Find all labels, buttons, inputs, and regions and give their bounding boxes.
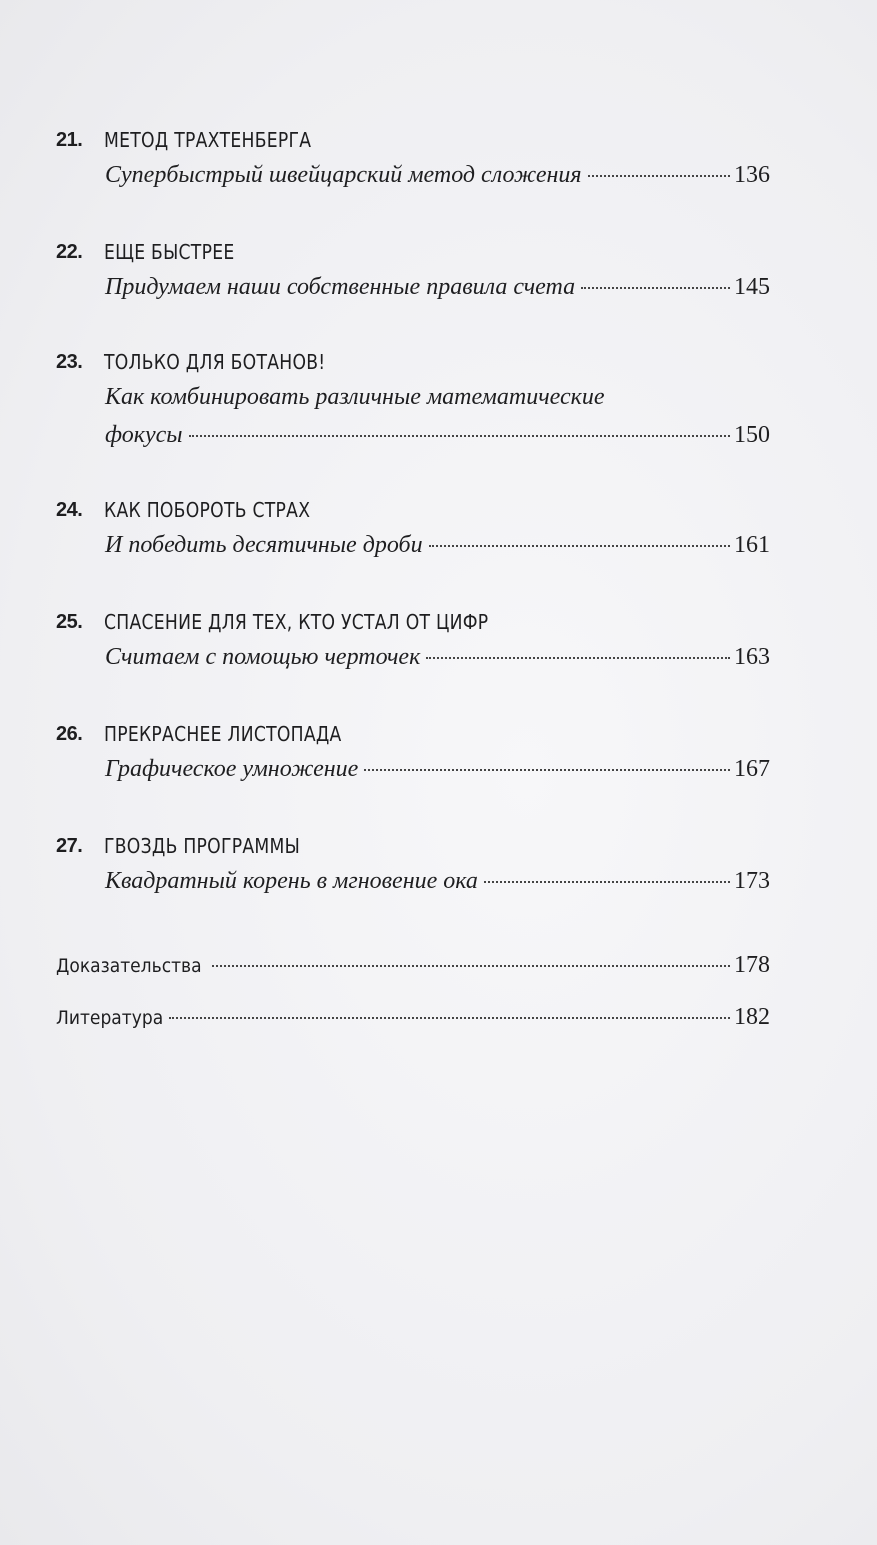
chapter-heading	[56, 124, 345, 156]
chapter-subtitle: Квадратный корень в мгновение ока	[105, 868, 478, 894]
chapter-subtitle-first-line: Как комбинировать различные математические	[105, 384, 605, 410]
page-number: 150	[734, 422, 770, 448]
chapter-subtitle-line	[105, 422, 770, 449]
chapter-subtitle: Графическое умножение	[105, 756, 359, 782]
chapter-number: 27.	[56, 834, 83, 857]
chapter-subtitle-line	[105, 274, 770, 301]
dot-leader	[484, 881, 730, 883]
page-number: 163	[734, 644, 770, 670]
chapter-subtitle: Считаем с помощью черточек	[105, 644, 421, 670]
dot-leader	[189, 435, 730, 437]
chapter-number: 23.	[56, 350, 83, 373]
chapter-number: 22.	[56, 240, 83, 263]
chapter-subtitle: Придумаем наши собственные правила счета	[105, 274, 576, 300]
dot-leader	[169, 1017, 730, 1019]
chapter-heading	[56, 236, 256, 268]
chapter-title: ГВОЗДЬ ПРОГРАММЫ	[104, 834, 301, 858]
page-number: 173	[734, 868, 770, 894]
chapter-subtitle-line	[105, 868, 770, 895]
chapter-number: 26.	[56, 722, 83, 745]
chapter-number: 25.	[56, 610, 83, 633]
chapter-heading	[56, 494, 344, 526]
toc-entry-literature	[56, 1004, 770, 1031]
chapter-title: ПРЕКРАСНЕЕ ЛИСТОПАДА	[104, 722, 342, 746]
chapter-title: ТОЛЬКО ДЛЯ БОТАНОВ!	[104, 350, 326, 374]
chapter-number: 24.	[56, 498, 83, 521]
chapter-title: ЕЩЕ БЫСТРЕЕ	[104, 240, 235, 264]
chapter-number: 21.	[56, 128, 83, 151]
page-number: 161	[734, 532, 770, 558]
back-matter-title: Литература	[56, 1007, 164, 1029]
chapter-heading	[56, 606, 551, 638]
chapter-subtitle-line	[105, 532, 770, 559]
chapter-subtitle: фокусы	[105, 422, 183, 448]
dot-leader	[588, 175, 730, 177]
page-number: 167	[734, 756, 770, 782]
page-number: 145	[734, 274, 770, 300]
chapter-title: СПАСЕНИЕ ДЛЯ ТЕХ, КТО УСТАЛ ОТ ЦИФР	[104, 610, 489, 634]
chapter-heading	[56, 830, 332, 862]
dot-leader	[364, 769, 730, 771]
page-number: 136	[734, 162, 770, 188]
chapter-subtitle: И победить десятичные дроби	[105, 532, 423, 558]
chapter-title: МЕТОД ТРАХТЕНБЕРГА	[104, 128, 312, 152]
dot-leader	[426, 657, 730, 659]
dot-leader	[212, 965, 730, 967]
chapter-subtitle-line	[105, 644, 770, 671]
back-matter-title: Доказательства	[56, 955, 202, 977]
chapter-title: КАК ПОБОРОТЬ СТРАХ	[104, 498, 311, 522]
chapter-subtitle: Супербыстрый швейцарский метод сложения	[105, 162, 582, 188]
chapter-subtitle-line	[105, 162, 770, 189]
chapter-heading	[56, 346, 362, 378]
dot-leader	[429, 545, 730, 547]
page-number: 182	[734, 1004, 770, 1030]
toc-entry-proofs	[56, 952, 770, 979]
page-number: 178	[734, 952, 770, 978]
dot-leader	[581, 287, 730, 289]
chapter-subtitle-line	[105, 756, 770, 783]
chapter-heading	[56, 718, 380, 750]
